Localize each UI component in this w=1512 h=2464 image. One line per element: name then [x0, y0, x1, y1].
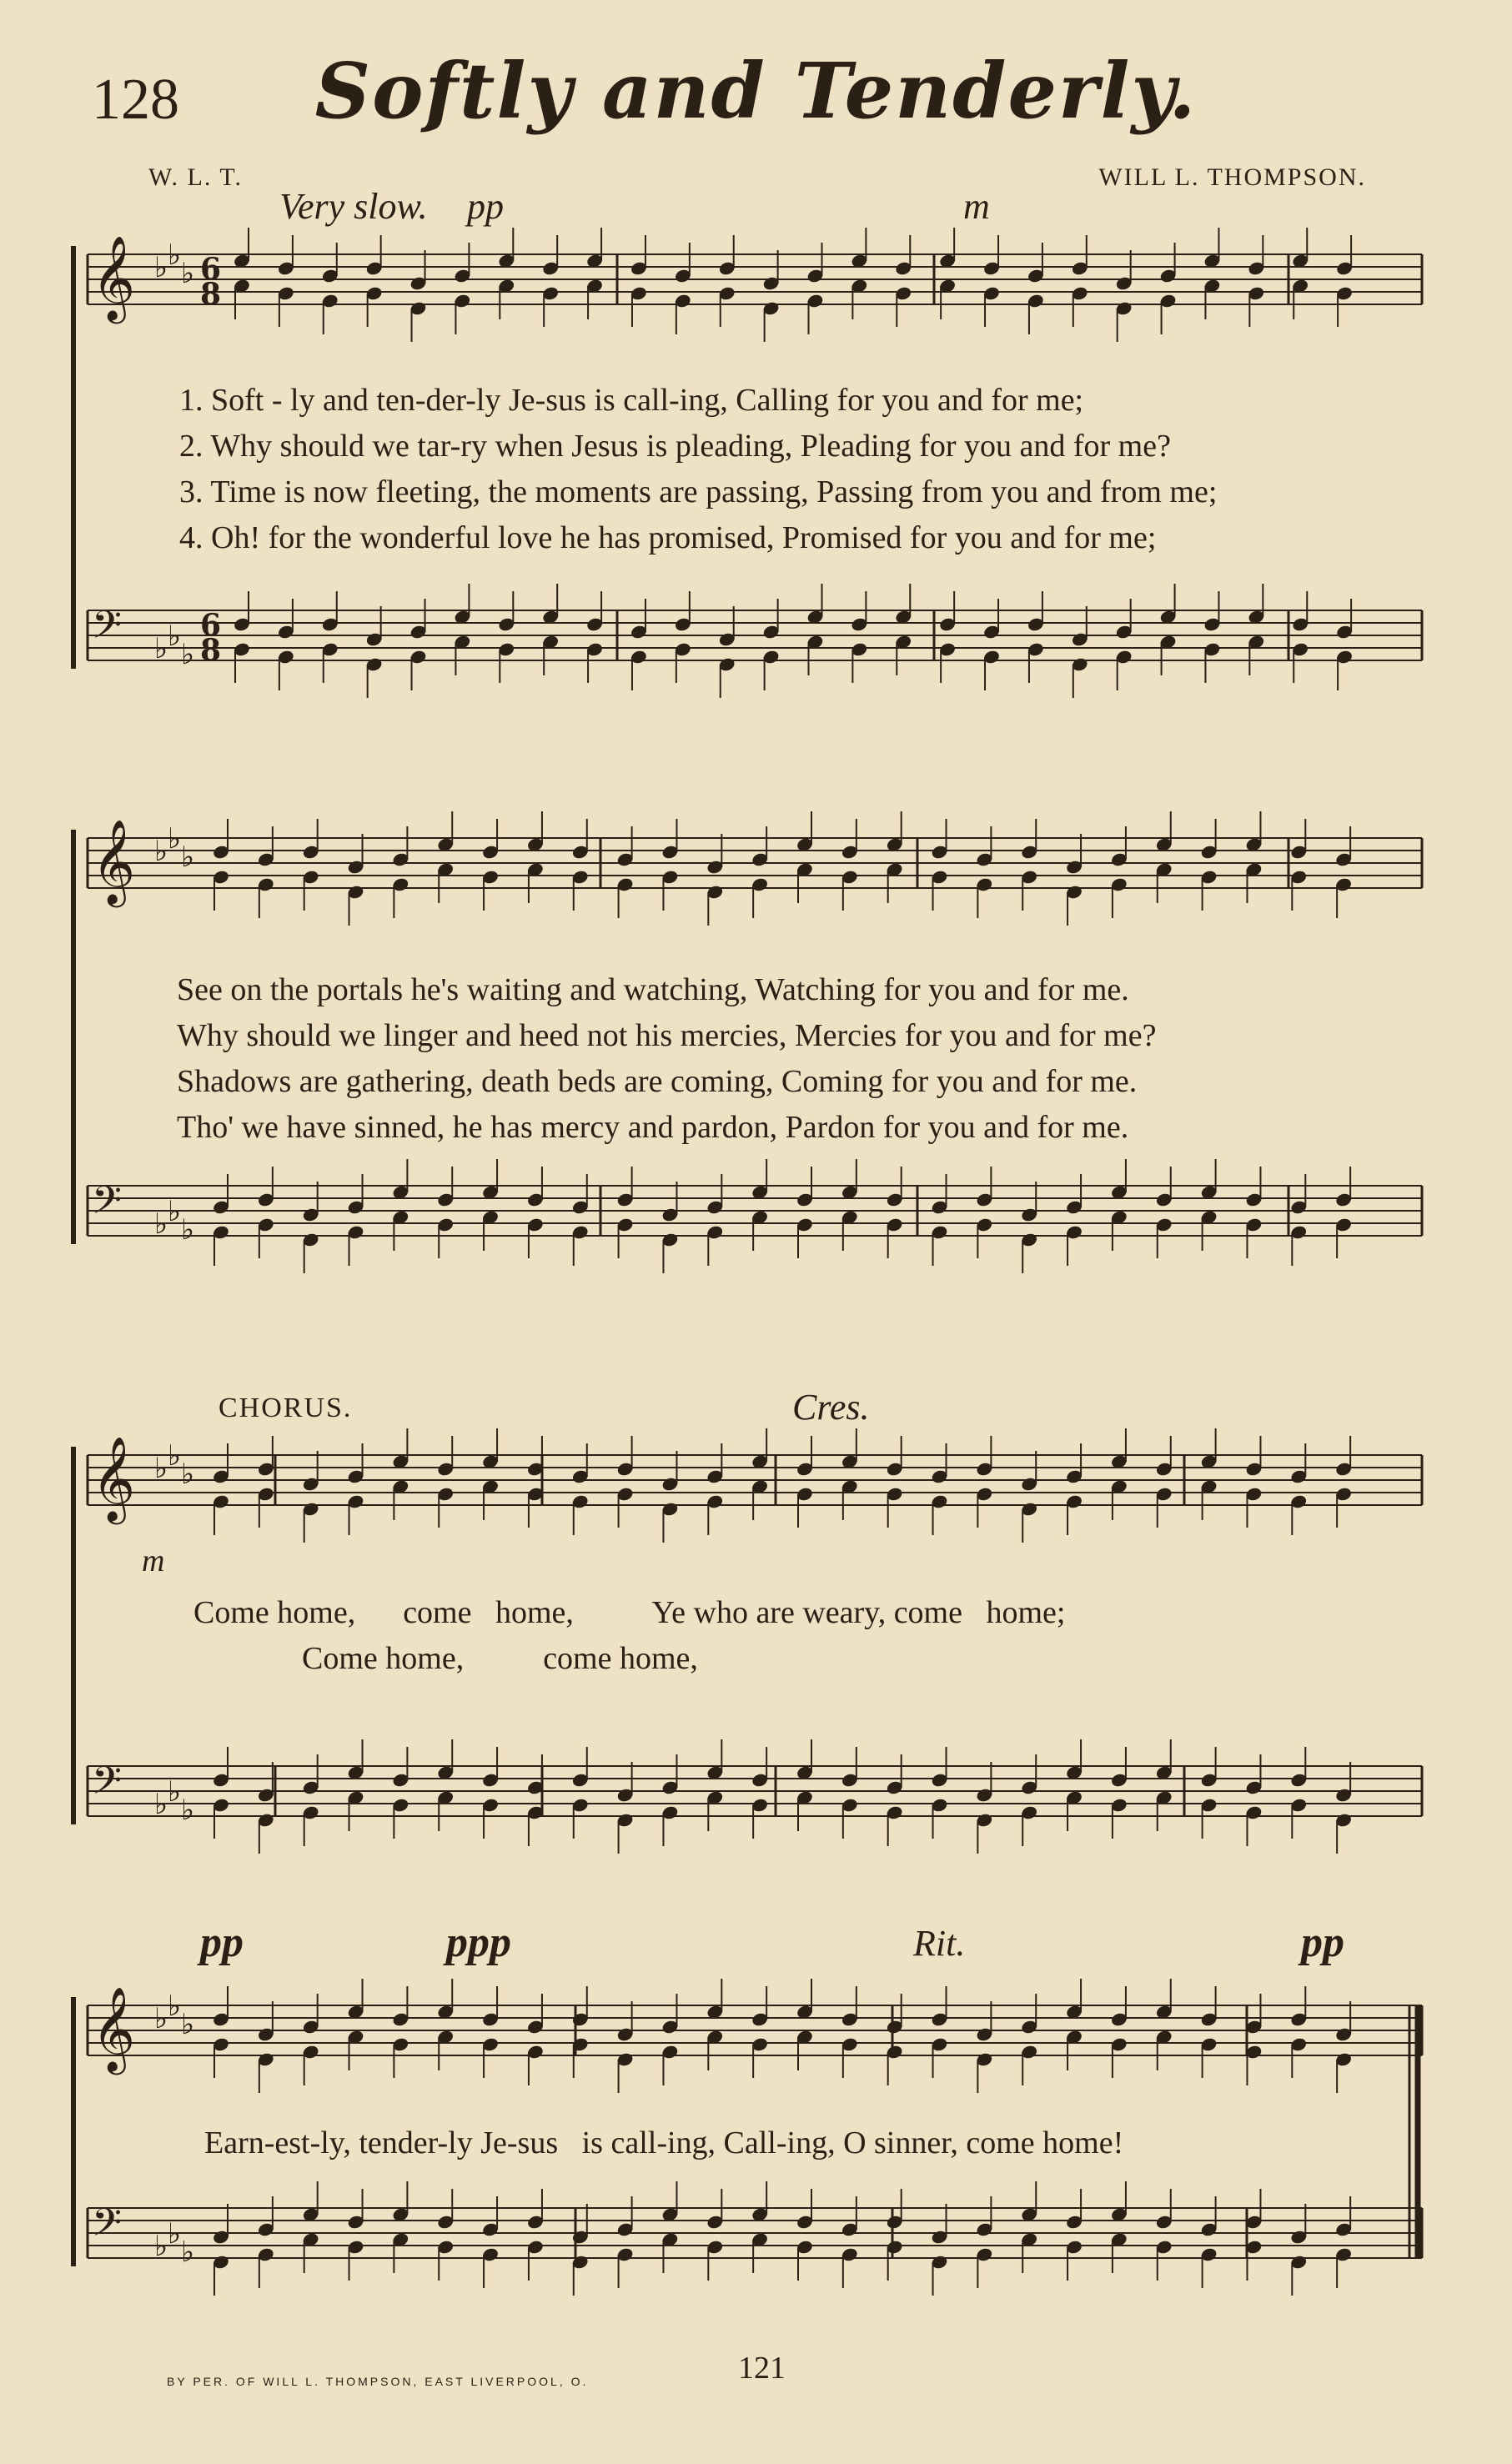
- flat-sign: ♭: [168, 1990, 182, 2023]
- flat-sign: ♭: [181, 1458, 195, 1491]
- treble-clef: 𝄞: [92, 818, 136, 904]
- flat-sign: ♭: [168, 1195, 182, 1228]
- flat-sign: ♭: [181, 257, 195, 290]
- chorus-lyric-line-1: Come home, come home, Ye who are weary, come home;: [193, 1595, 1066, 1630]
- ritardando-marking: Rit.: [913, 1923, 966, 1964]
- dynamic-m: m: [963, 186, 990, 227]
- flat-sign: ♭: [154, 2230, 168, 2263]
- permission-footer: BY PER. OF WILL L. THOMPSON, EAST LIVERPOOL, O.: [167, 2375, 589, 2388]
- flat-sign: ♭: [181, 2008, 195, 2041]
- verse-line-4b: Tho' we have sinned, he has mercy and pardon, Pardon for you and for me.: [177, 1110, 1129, 1145]
- treble-clef: 𝄞: [92, 234, 136, 320]
- treble-clef: 𝄞: [92, 1435, 136, 1521]
- bass-clef: 𝄢: [92, 2201, 123, 2255]
- verse-line-2b: Why should we linger and heed not his mercies, Mercies for you and for me?: [177, 1018, 1157, 1053]
- flat-sign: ♭: [168, 1439, 182, 1473]
- treble-clef: 𝄞: [92, 1985, 136, 2071]
- time-signature: 6: [200, 608, 222, 643]
- hymn-number: 128: [92, 68, 179, 132]
- verse-line-4a: 4. Oh! for the wonderful love he has promised, Promised for you and for me;: [179, 520, 1157, 555]
- dynamic-chorus-m: m: [142, 1543, 165, 1578]
- flat-sign: ♭: [168, 238, 182, 272]
- flat-sign: ♭: [168, 2217, 182, 2251]
- bass-clef: 𝄢: [92, 603, 123, 657]
- flat-sign: ♭: [154, 2002, 168, 2035]
- dynamic-pp: pp: [467, 186, 504, 227]
- flat-sign: ♭: [181, 638, 195, 671]
- flat-sign: ♭: [154, 835, 168, 868]
- flat-sign: ♭: [154, 632, 168, 665]
- time-signature: 8: [200, 277, 222, 312]
- verse-line-1a: 1. Soft - ly and ten-der-ly Je-sus is call-ing, Calling for you and for me;: [179, 383, 1084, 418]
- bass-clef: 𝄢: [92, 1178, 123, 1232]
- flat-sign: ♭: [181, 1794, 195, 1827]
- dynamic-ppp: ppp: [446, 1919, 511, 1966]
- verse-line-3b: Shadows are gathering, death beds are coming, Coming for you and for me.: [177, 1064, 1138, 1099]
- flat-sign: ♭: [181, 841, 195, 874]
- flat-sign: ♭: [168, 822, 182, 856]
- composer-credit: WILL L. THOMPSON.: [1098, 163, 1366, 191]
- page-number: 121: [738, 2351, 786, 2386]
- time-signature: 8: [200, 633, 222, 668]
- verse-line-2a: 2. Why should we tar-ry when Jesus is pleading, Pleading for you and for me?: [179, 429, 1171, 464]
- chorus-final-lyric: Earn-est-ly, tender-ly Je-sus is call-ing, Call-ing, O sinner, come home!: [204, 2125, 1124, 2160]
- flat-sign: ♭: [154, 251, 168, 284]
- flat-sign: ♭: [154, 1788, 168, 1821]
- flat-sign: ♭: [154, 1452, 168, 1485]
- flat-sign: ♭: [181, 1213, 195, 1247]
- flat-sign: ♭: [168, 1775, 182, 1809]
- chorus-lyric-line-2: Come home, come home,: [302, 1641, 698, 1676]
- flat-sign: ♭: [181, 2236, 195, 2269]
- flat-sign: ♭: [168, 620, 182, 653]
- time-signature: 6: [200, 252, 222, 287]
- crescendo-marking: Cres.: [792, 1387, 870, 1428]
- bass-clef: 𝄢: [92, 1759, 123, 1813]
- dynamic-pp-final-1: pp: [200, 1919, 244, 1966]
- hymn-title: Softly and Tenderly.: [314, 46, 1198, 136]
- verse-line-1b: See on the portals he's waiting and watching, Watching for you and for me.: [177, 972, 1129, 1007]
- verse-line-3a: 3. Time is now fleeting, the moments are passing, Passing from you and from me;: [179, 474, 1218, 509]
- dynamic-pp-final-2: pp: [1301, 1919, 1344, 1966]
- chorus-label: CHORUS.: [219, 1393, 353, 1423]
- lyricist-credit: W. L. T.: [148, 163, 243, 191]
- flat-sign: ♭: [154, 1207, 168, 1241]
- tempo-marking: Very slow.: [279, 186, 428, 227]
